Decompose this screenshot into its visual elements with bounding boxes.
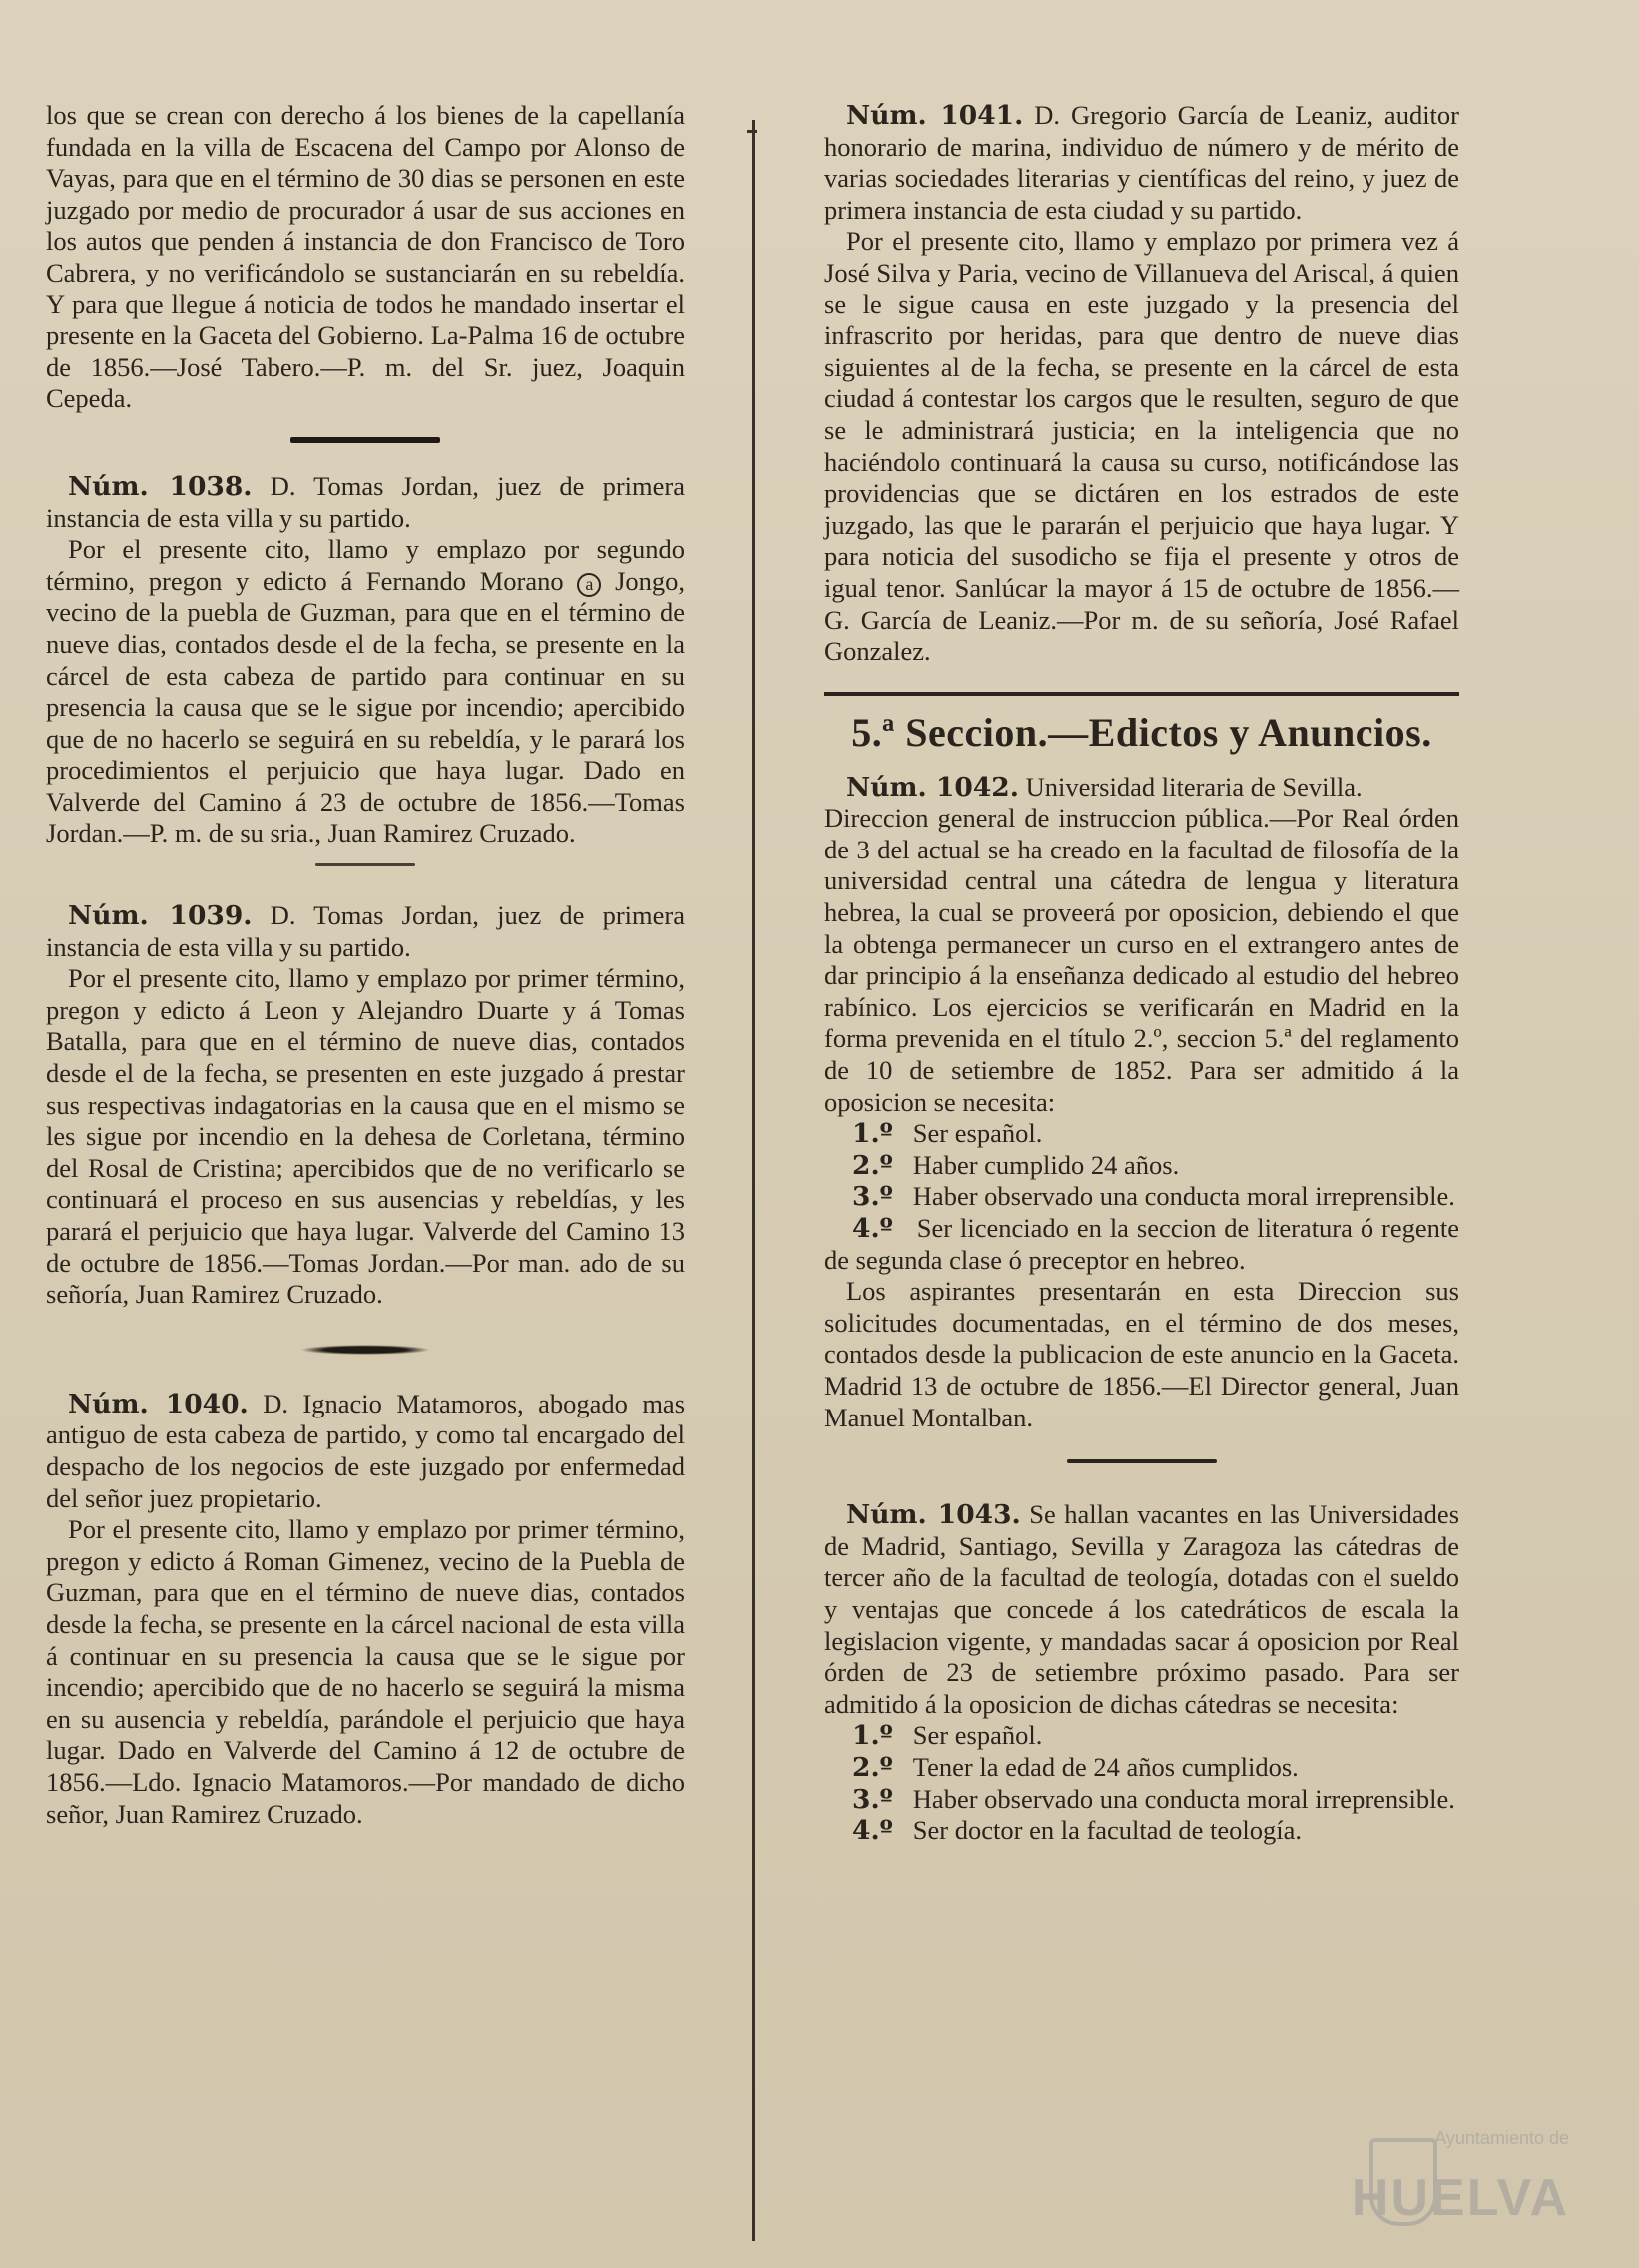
- requirement-item: [824, 1784, 1459, 1816]
- requirement-item: [824, 1720, 1459, 1752]
- requirement-text: Ser doctor en la facultad de teología.: [912, 1815, 1303, 1846]
- edict-number: Núm. 1039.: [68, 900, 253, 932]
- watermark-caption: Ayuntamiento de: [1434, 2128, 1569, 2148]
- separator-rule: [315, 863, 415, 866]
- announcement-1042-body: Direccion general de instruccion pública.—Por Real órden de 3 del actual se ha creado en la facultad de filosofía de la universidad central una cátedra de lengua y literatura hebrea, la cual se proveerá por oposicion, debiendo el que la obtenga permanecer un curso en el extrangero antes de dar principio á la enseñanza dedicado al estudio del hebreo rabínico. Los ejercicios se verificarán en Madrid en la forma prevenida en el título 2.º, seccion 5.ª del reglamento de 10 de setiembre de 1852. Para ser admitido á la oposicion se necesita:: [824, 803, 1459, 1117]
- requirement-number: 3.º: [852, 1181, 893, 1213]
- requirement-item: [824, 1752, 1459, 1784]
- section-rule: [824, 692, 1459, 696]
- announcement-number: Núm. 1042.: [846, 771, 1019, 803]
- requirement-number: 1.º: [852, 1118, 893, 1150]
- margin-annotation-mark: a: [577, 573, 601, 597]
- edict-1038-header: [46, 471, 685, 534]
- requirement-text: Ser español.: [912, 1720, 1043, 1751]
- edict-1041-body: Por el presente cito, llamo y emplazo por primera vez á José Silva y Paria, vecino de Villanueva del Ariscal, á quien se le sigue causa en este juzgado y la presencia del infrascrito por heridas, para que dentro de nueve dias siguientes al de la fecha, se presente en la cárcel de esta ciudad á contestar los cargos que le resulten, seguro de que se le administrará justicia; en la inteligencia que no haciéndolo continuará la causa su curso, notificándose las providencias que se dictáren en los estrados de este juzgado, las que le pararán el perjuicio que haya lugar. Y para noticia del susodicho se fija el presente y otros de igual tenor. Sanlúcar la mayor á 15 de octubre de 1856.—G. García de Leaniz.—Por m. de su señoría, José Rafael Gonzalez.: [824, 226, 1459, 667]
- separator-ornament: [300, 1345, 430, 1355]
- archive-watermark: [1351, 2118, 1569, 2228]
- requirement-number: 2.º: [852, 1149, 893, 1181]
- requirement-number: 1.º: [852, 1720, 893, 1752]
- requirement-item: [824, 1118, 1459, 1150]
- edict-1040-body: Por el presente cito, llamo y emplazo por primer término, pregon y edicto á Roman Gimenez, vecino de la Puebla de Guzman, para que en el término de nueve dias, contados desde la fecha, se presente en la cárcel nacional de esta villa á continuar en su presencia la causa que se le sigue por incendio; apercibido que de no hacerlo se seguirá la misma en su ausencia y rebeldía, parándole el perjuicio que haya lugar. Dado en Valverde del Camino á 12 de octubre de 1856.—Ldo. Ignacio Matamoros.—Por mandado de dicho señor, Juan Ramirez Cruzado.: [46, 1514, 685, 1829]
- separator-rule: [1067, 1459, 1217, 1463]
- edict-1040-header: [46, 1389, 685, 1514]
- requirement-number: 4.º: [852, 1815, 893, 1847]
- section-title: 5.ª Seccion.—Edictos y Anuncios.: [851, 709, 1432, 755]
- edict-heading: D. Tomas Jordan, juez de primera instancia de esta villa y su partido.: [46, 900, 686, 962]
- requirement-number: 4.º: [852, 1213, 893, 1244]
- announcement-1043-requirements: [824, 1720, 1459, 1846]
- edict-1038-body: [46, 534, 685, 850]
- requirement-item: [824, 1213, 1459, 1276]
- requirement-text: Haber observado una conducta moral irreprensible.: [912, 1181, 1455, 1212]
- requirement-text: Haber observado una conducta moral irreprensible.: [912, 1783, 1455, 1814]
- edict-body-part: Jongo, vecino de la puebla de Guzman, para que en el término de nueve dias, contados desde el de la fecha, se presente en la cárcel de esta cabeza de partido para continuar en su presencia la causa que se le sigue por incendio; apercibido que de no hacerlo se seguirá en su rebeldía, y le parará los procedimientos el perjuicio que haya lugar. Dado en Valverde del Camino á 23 de octubre de 1856.—Tomas Jordan.—P. m. de su sria., Juan Ramirez Cruzado.: [46, 565, 686, 849]
- announcement-1043-body: [824, 1499, 1459, 1720]
- edict-1039-header: [46, 900, 685, 963]
- edict-body-part: Por el presente cito, llamo y emplazo por segundo término, pregon y edicto á Fernando Morano: [46, 534, 685, 596]
- announcement-heading: Universidad literaria de Sevilla.: [1025, 771, 1363, 802]
- requirement-text: Haber cumplido 24 años.: [912, 1149, 1180, 1180]
- announcement-1042-requirements: [824, 1118, 1459, 1276]
- announcement-text: Se hallan vacantes en las Universidades de Madrid, Santiago, Sevilla y Zaragoza las cátedras de tercer año de la facultad de teología, dotadas con el sueldo y ventajas que concede á los catedráticos de escala la legislacion vigente, y mandadas sacar á oposicion por Real órden de 23 de setiembre próximo pasado. Para ser admitido á la oposicion de dichas cátedras se necesita:: [824, 1499, 1460, 1719]
- announcement-number: Núm. 1043.: [846, 1499, 1021, 1531]
- separator-rule: [290, 437, 440, 443]
- watermark-city: HUELVA: [1351, 2169, 1569, 2227]
- requirement-item: [824, 1181, 1459, 1213]
- requirement-number: 2.º: [852, 1751, 893, 1783]
- edict-heading: D. Tomas Jordan, juez de primera instancia de esta villa y su partido.: [46, 470, 686, 533]
- announcement-1042-header: [824, 772, 1459, 804]
- edict-heading: D. Gregorio García de Leaniz, auditor honorario de marina, individuo de número y de mérito de varias sociedades literarias y científicas del reino, y juez de primera instancia de esta ciudad y su partido.: [824, 100, 1459, 225]
- column-divider: [752, 120, 755, 2241]
- requirement-item: [824, 1150, 1459, 1182]
- requirement-item: [824, 1815, 1459, 1847]
- requirement-text: Ser español.: [912, 1118, 1043, 1149]
- requirement-text: Tener la edad de 24 años cumplidos.: [912, 1751, 1299, 1782]
- right-column: [824, 100, 1459, 1847]
- edict-number: Núm. 1040.: [68, 1388, 249, 1419]
- continued-edict-text: los que se crean con derecho á los bienes de la capellanía fundada en la villa de Escacena del Campo por Alonso de Vayas, para que en el término de 30 dias se personen en este juzgado por medio de procurador á usar de sus acciones en los autos que penden á instancia de don Francisco de Toro Cabrera, y no verificándolo se sustanciarán en su rebeldía. Y para que llegue á noticia de todos he mandado insertar el presente en la Gaceta del Gobierno. La-Palma 16 de octubre de 1856.—José Tabero.—P. m. del Sr. juez, Joaquin Cepeda.: [46, 100, 685, 414]
- requirement-number: 3.º: [852, 1783, 893, 1815]
- edict-1041-header: [824, 100, 1459, 226]
- edict-number: Núm. 1038.: [68, 470, 253, 502]
- edict-number: Núm. 1041.: [846, 100, 1024, 131]
- left-column: [46, 100, 685, 1830]
- divider-tick: [747, 130, 757, 133]
- edict-1039-body: Por el presente cito, llamo y emplazo por primer término, pregon y edicto á Leon y Alejandro Duarte y á Tomas Batalla, para que en el término de nueve dias, contados desde el de la fecha, se presenten en este juzgado á prestar sus respectivas indagatorias en la causa que en el mismo se les sigue por incendio en la dehesa de Corletana, término del Rosal de Cristina; apercibidos que de no verificarlo se continuará el proceso en sus ausencias y rebeldías, y les parará el perjuicio que haya lugar. Valverde del Camino 13 de octubre de 1856.—Tomas Jordan.—Por man. ado de su señoría, Juan Ramirez Cruzado.: [46, 963, 685, 1310]
- requirement-text: Ser licenciado en la seccion de literatura ó regente de segunda clase ó preceptor en hebreo.: [824, 1213, 1460, 1275]
- edict-heading: D. Ignacio Matamoros, abogado mas antiguo de esta cabeza de partido, y como tal encargado del despacho de los negocios de este juzgado por enfermedad del señor juez propietario.: [46, 1388, 686, 1513]
- announcement-1042-tail: Los aspirantes presentarán en esta Direccion sus solicitudes documentadas, en el término de dos meses, contados desde la publicacion de este anuncio en la Gaceta. Madrid 13 de octubre de 1856.—El Director general, Juan Manuel Montalban.: [824, 1276, 1459, 1432]
